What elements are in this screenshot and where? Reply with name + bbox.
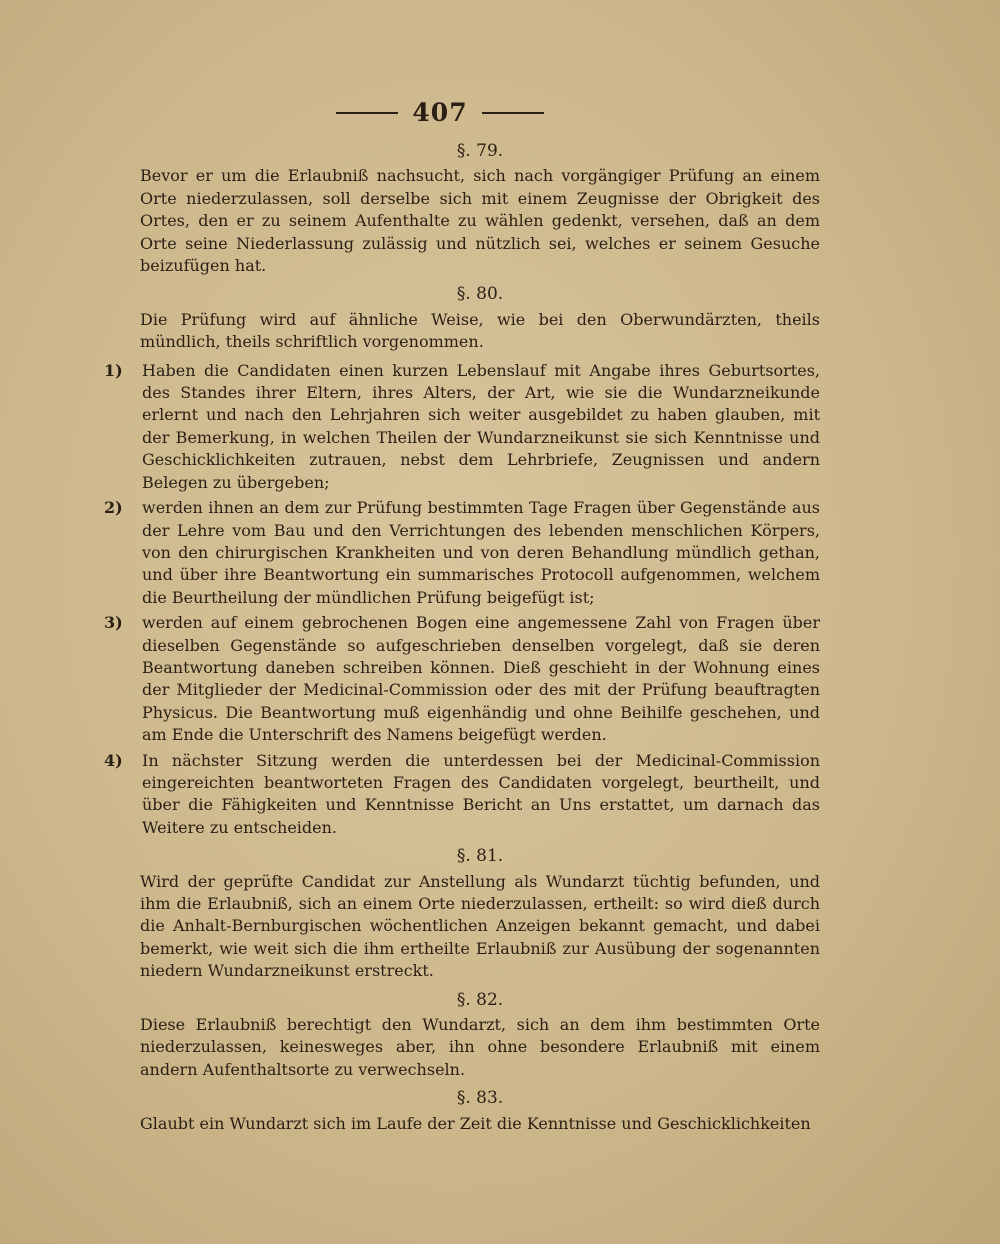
page-number: 407 <box>412 98 468 127</box>
list-item-text: In nächster Sitzung werden die unterdessen bei der Medicinal-Commission eingereichten beantworteten Fragen des Candidaten vorgelegt, beurtheilt, und über die Fähigkeiten und Kenntnisse Bericht an Uns erstattet, um darnach das Weitere zu entscheiden. <box>142 750 820 837</box>
section-heading-80: §. 80. <box>456 284 504 305</box>
list-item <box>104 612 820 746</box>
section-81-paragraph: Wird der geprüfte Candidat zur Anstellung als Wundarzt tüchtig befunden, und ihm die Erlaubniß, sich an einem Orte niederzulassen, ertheilt: so wird dieß durch die Anhalt-Bernburgischen wöchentlichen Anzeigen bekannt gemacht, und dabei bemerkt, wie weit sich die ihm ertheilte Erlaubniß zur Ausübung der sogenannten niedern Wundarzneikunst erstreckt. <box>140 871 820 981</box>
section-82-paragraph: Diese Erlaubniß berechtigt den Wundarzt, sich an dem ihm bestimmten Orte niederzulassen, keinesweges aber, ihn ohne besondere Erlaubniß mit einem andern Aufenthaltsorte zu verwechseln. <box>140 1015 820 1079</box>
section-heading-79: §. 79. <box>456 141 504 161</box>
list-item-number: 2) <box>104 498 123 518</box>
list-item-text: werden auf einem gebrochenen Bogen eine angemessene Zahl von Fragen über dieselben Gegenstände so aufgeschrieben denselben vorgelegt, daß sie deren Beantwortung daneben schreiben können. Dieß geschieht in der Wohnung eines der Mitglieder der Medicinal-Commission oder des mit der Prüfung beauftragten Physicus. Die Beantwortung muß eigenhändig und ohne Beihilfe geschehen, und am Ende die Unterschrift des Namens beigefügt werden. <box>142 613 820 745</box>
section-heading-81: §. 81. <box>456 846 504 867</box>
left-rule <box>336 112 398 114</box>
right-rule <box>482 112 544 114</box>
section-83-paragraph: Glaubt ein Wundarzt sich im Laufe der Zeit die Kenntnisse und Geschicklichkeiten <box>140 1113 811 1133</box>
list-item <box>104 497 820 609</box>
section-heading-82: §. 82. <box>456 989 504 1010</box>
section-79-paragraph: Bevor er um die Erlaubniß nachsucht, sich nach vorgängiger Prüfung an einem Orte niederzulassen, soll derselbe sich mit einem Zeugnisse der Obrigkeit des Ortes, den er zu seinem Aufenthalte zu wählen gedenkt, versehen, daß an dem Orte seine Niederlassung zulässig und nützlich sei, welches er seinem Gesuche beizufügen hat. <box>140 166 820 276</box>
list-item <box>104 750 820 840</box>
list-item <box>104 360 820 494</box>
section-80-paragraph: Die Prüfung wird auf ähnliche Weise, wie bei den Oberwundärzten, theils mündlich, theils schriftlich vorgenommen. <box>140 309 820 352</box>
page-header <box>330 98 550 127</box>
section-80-list <box>104 360 820 840</box>
list-item-text: Haben die Candidaten einen kurzen Lebenslauf mit Angabe ihres Geburtsortes, des Standes ihrer Eltern, ihres Alters, der Art, wie sie die Wundarzneikunde erlernt und nach den Lehrjahren sich weiter ausgebildet zu haben glauben, mit der Bemerkung, in welchen Theilen der Wundarzneikunst sie sich Kenntnisse und Geschicklichkeiten zutrauen, nebst dem Lehrbriefe, Zeugnissen und andern Belegen zu übergeben; <box>142 360 820 492</box>
list-item-number: 1) <box>104 360 123 380</box>
section-heading-83: §. 83. <box>456 1088 504 1109</box>
list-item-number: 4) <box>104 750 123 770</box>
list-item-number: 3) <box>104 613 123 633</box>
list-item-text: werden ihnen an dem zur Prüfung bestimmten Tage Fragen über Gegenstände aus der Lehre vom Bau und den Verrichtungen des lebenden menschlichen Körpers, von den chirurgischen Krankheiten und von deren Behandlung mündlich gethan, und über ihre Beantwortung ein summarisches Protocoll aufgenommen, welchem die Beurtheilung der mündlichen Prüfung beigefügt ist; <box>142 498 820 607</box>
page-body <box>104 140 820 1141</box>
